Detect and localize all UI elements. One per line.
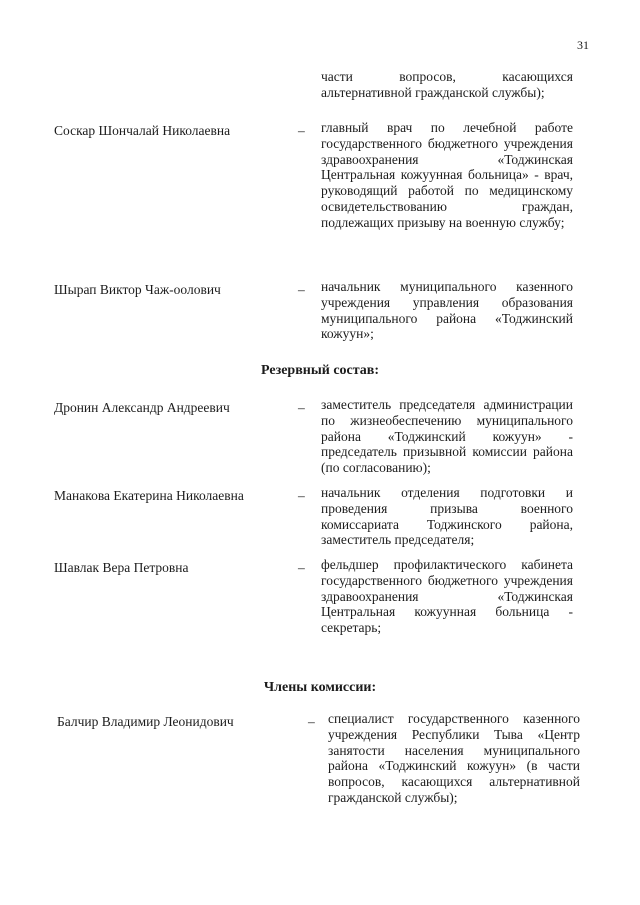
member-dash: – [298,488,305,503]
member-name-soskar: Соскар Шончалай Николаевна [54,123,231,138]
reserve-role-shavlak: фельдшер профилактического кабинета государственного бюджетного учреждения здравоохранения «Тоджинская Центральная кожуунная больница - секретарь; [321,557,573,636]
member-role-shyrap: начальник муниципального казенного учреждения управления образования муниципального района «Тоджинский кожуун»; [321,279,573,342]
commission-name-balchir: Балчир Владимир Леонидович [57,714,234,729]
member-dash: – [298,560,305,575]
member-dash: – [298,282,305,297]
member-name-shyrap: Шырап Виктор Чаж-оолович [54,282,221,297]
reserve-role-manakova: начальник отделения подготовки и проведения призыва военного комиссариата Тоджинского района, заместитель председателя; [321,485,573,548]
reserve-heading [0,363,640,379]
members-heading-text: Члены комиссии: [263,680,377,695]
commission-role-balchir: специалист государственного казенного учреждения Республики Тыва «Центр занятости населения муниципального района «Тоджинский кожуун» (в части вопросов, касающихся альтернативной гражданской службы); [328,711,580,805]
reserve-name-manakova: Манакова Екатерина Николаевна [54,488,244,503]
reserve-name-shavlak: Шавлак Вера Петровна [54,560,189,575]
continuation-text: части вопросов, касающихся альтернативной гражданской службы); [321,69,573,100]
reserve-name-dronin: Дронин Александр Андреевич [54,400,230,415]
member-dash: – [298,400,305,415]
members-heading [0,680,640,696]
member-dash: – [298,123,305,138]
reserve-heading-text: Резервный состав: [260,363,380,378]
member-role-soskar: главный врач по лечебной работе государственного бюджетного учреждения здравоохранения «Тоджинская Центральная кожуунная больница» - врач, руководящий работой по медицинскому освидетельствованию граждан, подлежащих призыву на военную службу; [321,120,573,230]
member-dash: – [308,714,315,729]
reserve-role-dronin: заместитель председателя администрации по жизнеобеспечению муниципального района «Тоджинский кожуун» - председатель призывной комиссии района (по согласованию); [321,397,573,476]
page-number: 31 [577,38,589,52]
